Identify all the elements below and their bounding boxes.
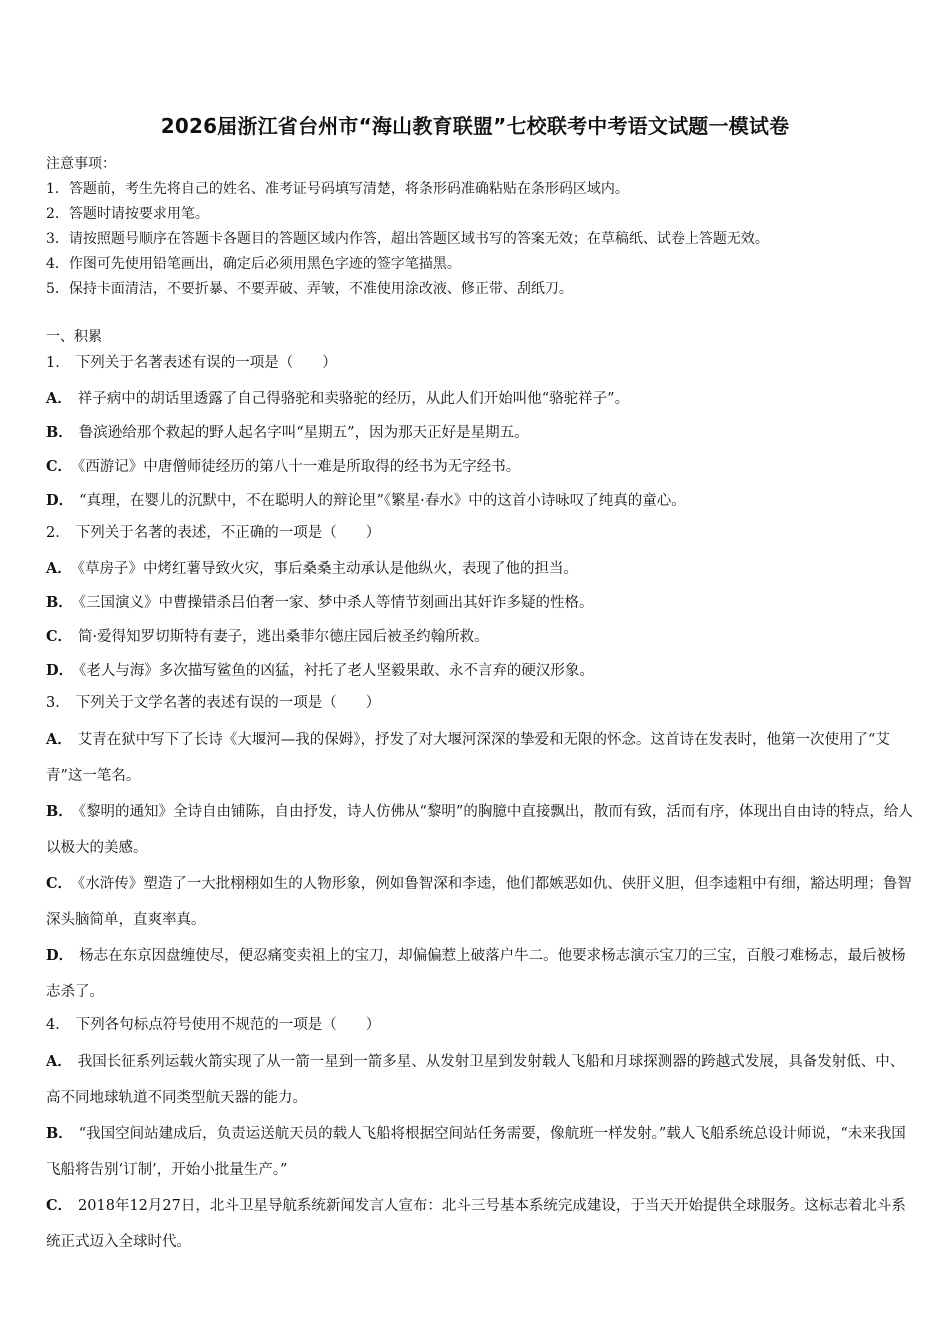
exam-title: 2026届浙江省台州市“海山教育联盟”七校联考中考语文试题一模试卷 — [160, 114, 790, 138]
notes-block — [46, 152, 926, 302]
question-number: 2． — [46, 525, 70, 541]
question-stem — [46, 688, 916, 722]
question-number: 1． — [46, 355, 70, 371]
option-d: D． 《老人与海》多次描写鲨鱼的凶猛，衬托了老人坚毅果敢、永不言弃的硬汉形象。 — [46, 662, 594, 679]
question-text: 下列关于名著的表述，不正确的一项是（ ） — [75, 525, 381, 541]
option-b: B． 鲁滨逊给那个救起的野人起名字叫“星期五”，因为那天正好是星期五。 — [46, 424, 529, 441]
option-b: B． 《三国演义》中曹操错杀吕伯奢一家、梦中杀人等情节刻画出其奸诈多疑的性格。 — [46, 594, 594, 611]
question-stem — [46, 348, 916, 382]
option-d: D． “真理，在婴儿的沉默中，不在聪明人的辩论里”《繁星·春水》中的这首小诗咏叹了纯真的童心。 — [46, 492, 686, 509]
question-stem — [46, 1010, 916, 1044]
option-a: A． 祥子病中的胡话里透露了自己得骆驼和卖骆驼的经历，从此人们开始叫他“骆驼祥子”。 — [46, 390, 630, 407]
option-b: B． “我国空间站建成后，负责运送航天员的载人飞船将根据空间站任务需要，像航班一样发射。”载人飞船系统总设计师说，“未来我国飞船将告别‘订制’，开始小批量生产。” — [46, 1125, 906, 1178]
option-b: B． 《黎明的通知》全诗自由铺陈，自由抒发，诗人仿佛从“黎明”的胸臆中直接飘出，散而有致，活而有序，体现出自由诗的特点，给人以极大的美感。 — [46, 803, 913, 856]
option-c: C． 简·爱得知罗切斯特有妻子，逃出桑菲尔德庄园后被圣约翰所救。 — [46, 628, 489, 645]
note-item: 5．保持卡面清洁，不要折暴、不要弄破、弄皱，不准使用涂改液、修正带、刮纸刀。 — [46, 281, 573, 297]
note-item: 3．请按照题号顺序在答题卡各题目的答题区域内作答，超出答题区域书写的答案无效；在草稿纸、试卷上答题无效。 — [46, 231, 769, 247]
option-a: A． 我国长征系列运载火箭实现了从一箭一星到一箭多星、从发射卫星到发射载人飞船和月球探测器的跨越式发展，具备发射低、中、高不同地球轨道不同类型航天器的能力。 — [46, 1053, 905, 1106]
question-number: 4． — [46, 1017, 70, 1033]
option-a: A． 《草房子》中烤红薯导致火灾，事后桑桑主动承认是他纵火，表现了他的担当。 — [46, 560, 579, 577]
question-text: 下列各句标点符号使用不规范的一项是（ ） — [75, 1017, 381, 1033]
option-c: C． 2018年12月27日，北斗卫星导航系统新闻发言人宣布：北斗三号基本系统完成建设，于当天开始提供全球服务。这标志着北斗系统正式迈入全球时代。 — [46, 1197, 906, 1250]
question-number: 3． — [46, 695, 70, 711]
notes-heading: 注意事项： — [46, 156, 116, 172]
note-item: 1．答题前，考生先将自己的姓名、准考证号码填写清楚，将条形码准确粘贴在条形码区域内。 — [46, 181, 629, 197]
questions-list — [46, 348, 916, 1260]
option-d: D． 杨志在东京因盘缠使尽，便忍痛变卖祖上的宝刀，却偏偏惹上破落户牛二。他要求杨志演示宝刀的三宝，百般刁难杨志，最后被杨志杀了。 — [46, 947, 906, 1000]
section-heading: 一、积累 — [46, 329, 102, 345]
option-a: A． 艾青在狱中写下了长诗《大堰河—我的保姆》，抒发了对大堰河深深的挚爱和无限的怀念。这首诗在发表时，他第一次使用了“艾青”这一笔名。 — [46, 731, 890, 784]
question-text: 下列关于文学名著的表述有误的一项是（ ） — [75, 695, 381, 711]
note-item: 4．作图可先使用铅笔画出，确定后必须用黑色字迹的签字笔描黑。 — [46, 256, 461, 272]
question-text: 下列关于名著表述有误的一项是（ ） — [75, 355, 337, 371]
note-item: 2．答题时请按要求用笔。 — [46, 206, 209, 222]
option-c: C． 《水浒传》塑造了一大批栩栩如生的人物形象，例如鲁智深和李逵，他们都嫉恶如仇、侠肝义胆，但李逵粗中有细，豁达明理；鲁智深头脑简单，直爽率真。 — [46, 875, 912, 928]
option-c: C． 《西游记》中唐僧师徒经历的第八十一难是所取得的经书为无字经书。 — [46, 458, 521, 475]
question-stem — [46, 518, 916, 552]
